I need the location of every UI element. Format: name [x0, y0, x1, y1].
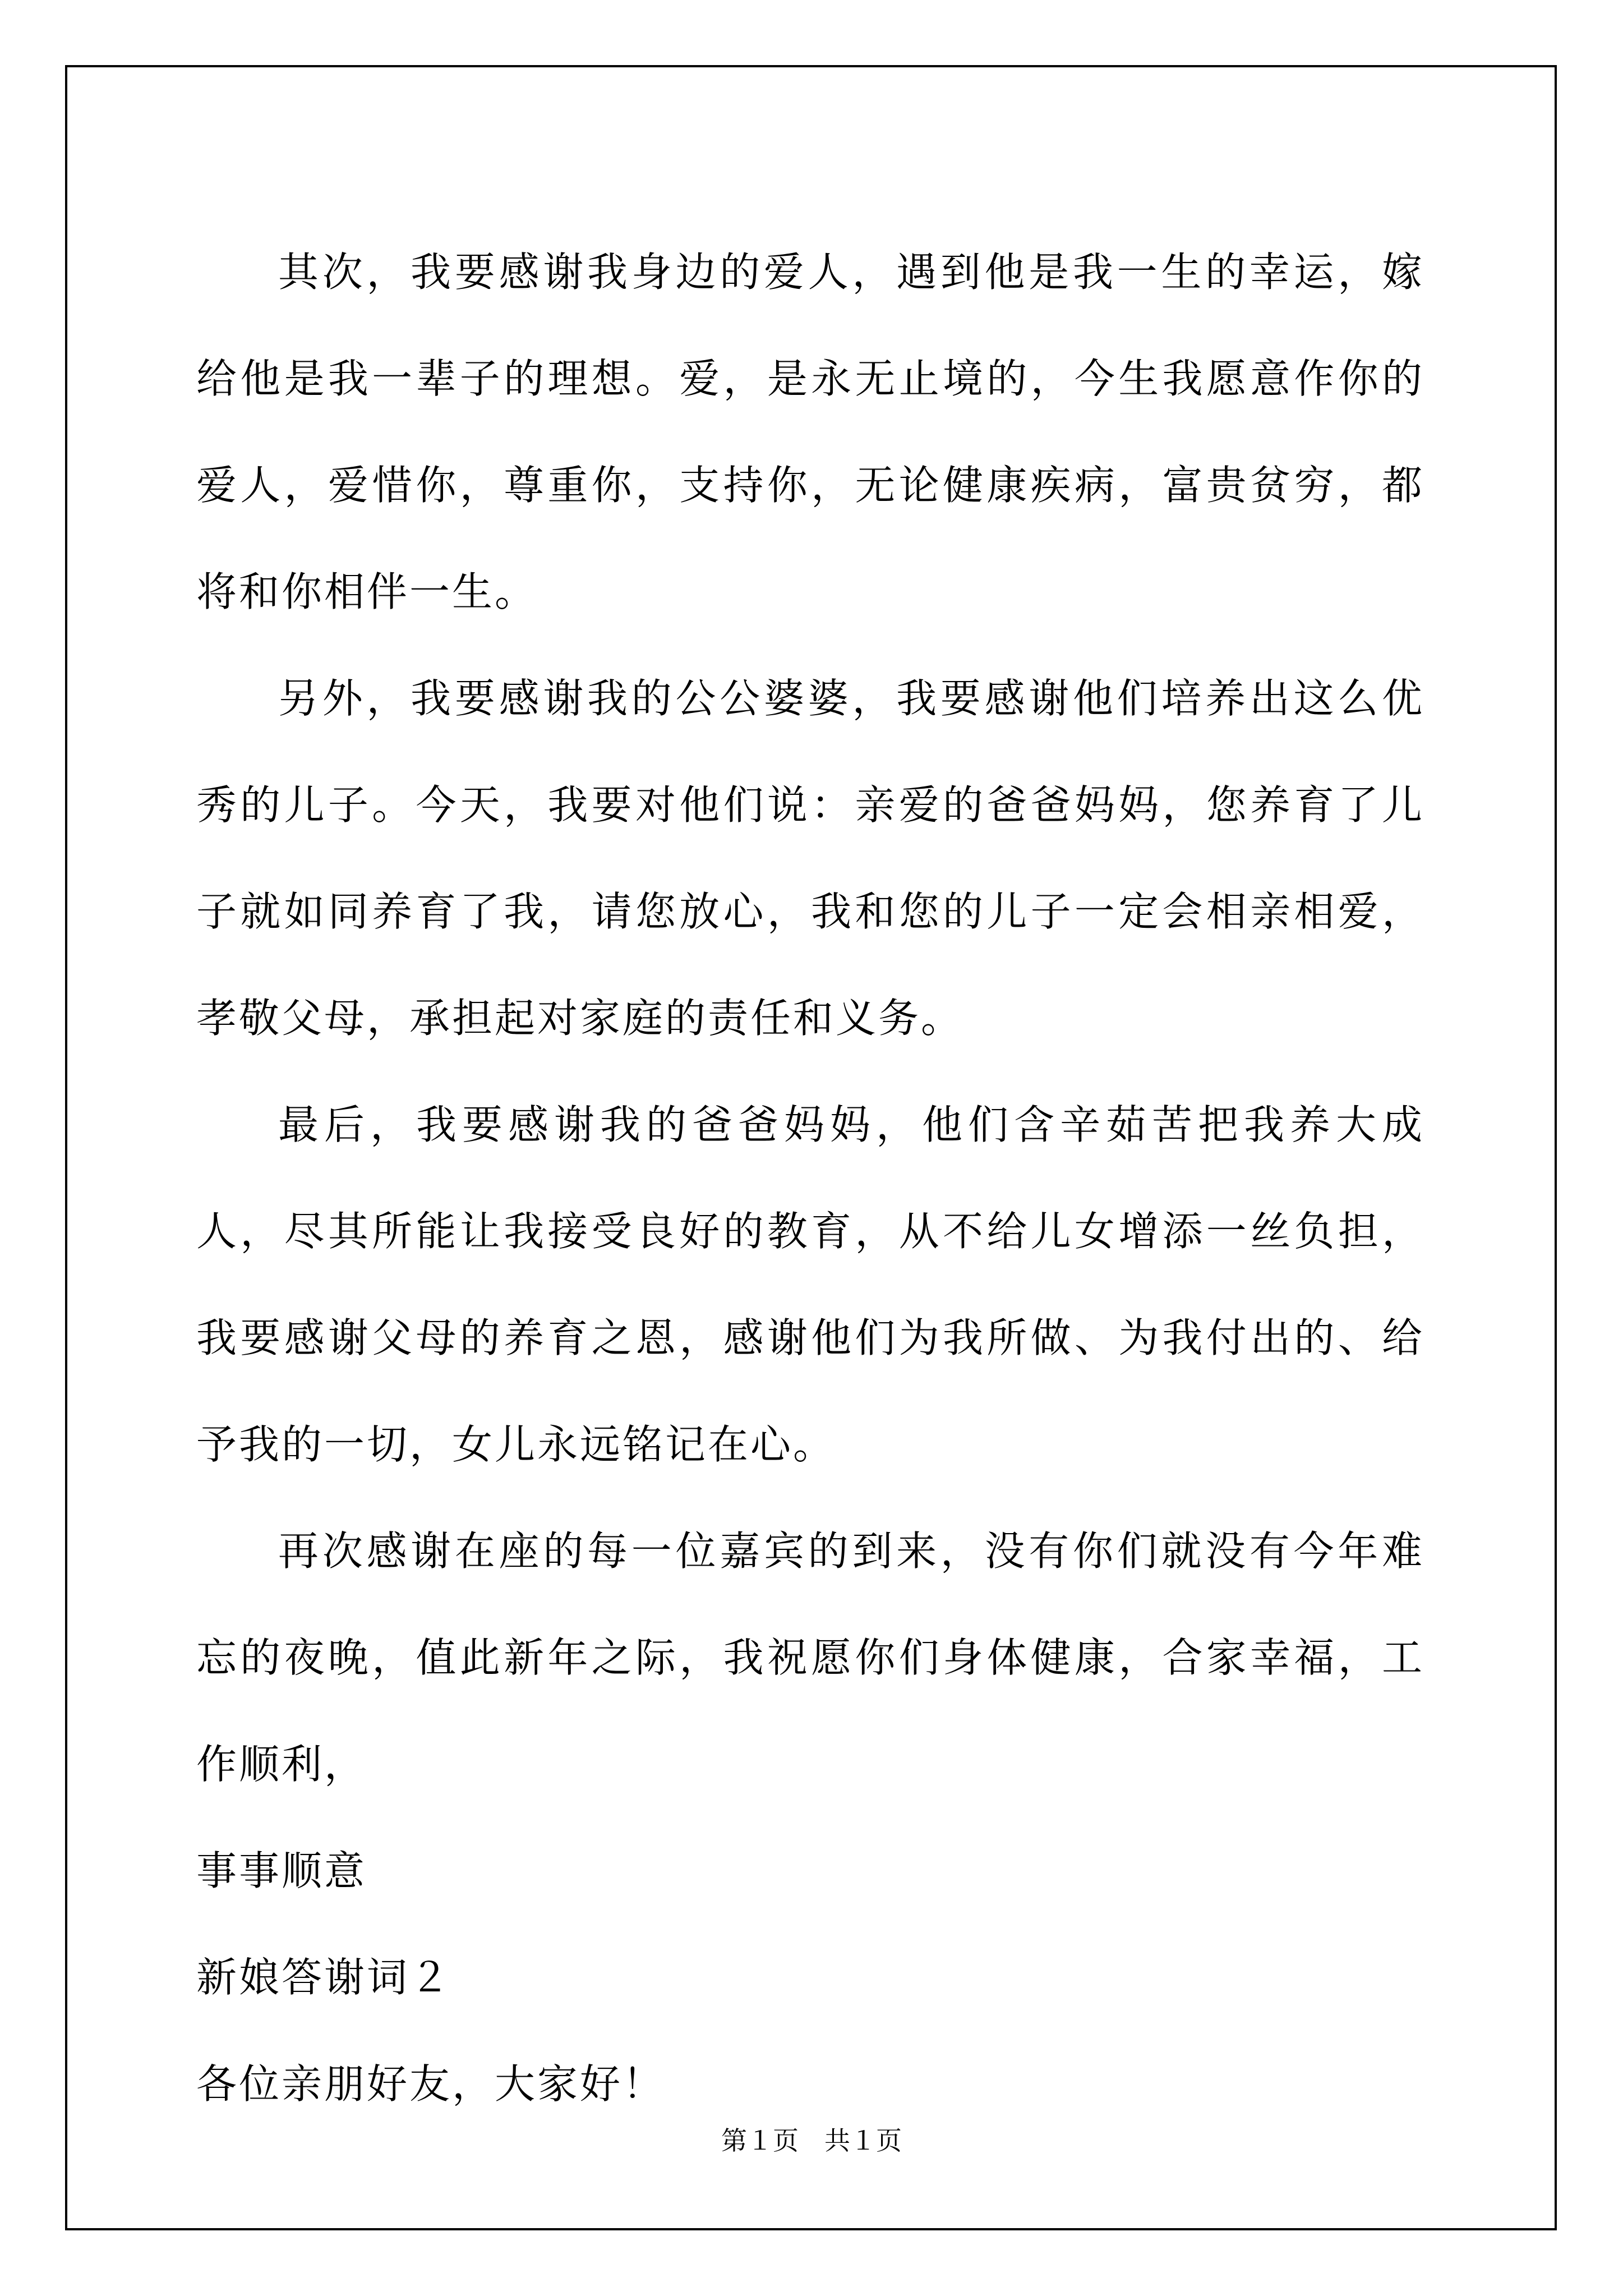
paragraph: 其次，我要感谢我身边的爱人，遇到他是我一生的幸运，嫁给他是我一辈子的理想。爱，是永无止境的，今生我愿意作你的爱人，爱惜你，尊重你，支持你，无论健康疾病，富贵贫穷，都将和你相伴一生。	[196, 249, 1424, 615]
document-body	[196, 219, 1424, 2137]
closing-line: 事事顺意	[196, 1847, 367, 1894]
paragraph: 最后，我要感谢我的爸爸妈妈，他们含辛茹苦把我养大成人，尽其所能让我接受良好的教育，从不给儿女增添一丝负担，我要感谢父母的养育之恩，感谢他们为我所做、为我付出的、给予我的一切，女儿永远铭记在心。	[196, 1101, 1424, 1468]
section-title: 新娘答谢词２	[196, 1954, 453, 2001]
page-number: 第１页 共１页	[721, 2125, 902, 2156]
paragraph: 再次感谢在座的每一位嘉宾的到来，没有你们就没有今年难忘的夜晚，值此新年之际，我祝愿你们身体健康，合家幸福，工作顺利，	[196, 1527, 1424, 1788]
greeting-line: 各位亲朋好友，大家好！	[196, 2060, 666, 2108]
paragraph: 另外，我要感谢我的公公婆婆，我要感谢他们培养出这么优秀的儿子。今天，我要对他们说：亲爱的爸爸妈妈，您养育了儿子就如同养育了我，请您放心，我和您的儿子一定会相亲相爱，孝敬父母，承担起对家庭的责任和义务。	[196, 675, 1424, 1042]
